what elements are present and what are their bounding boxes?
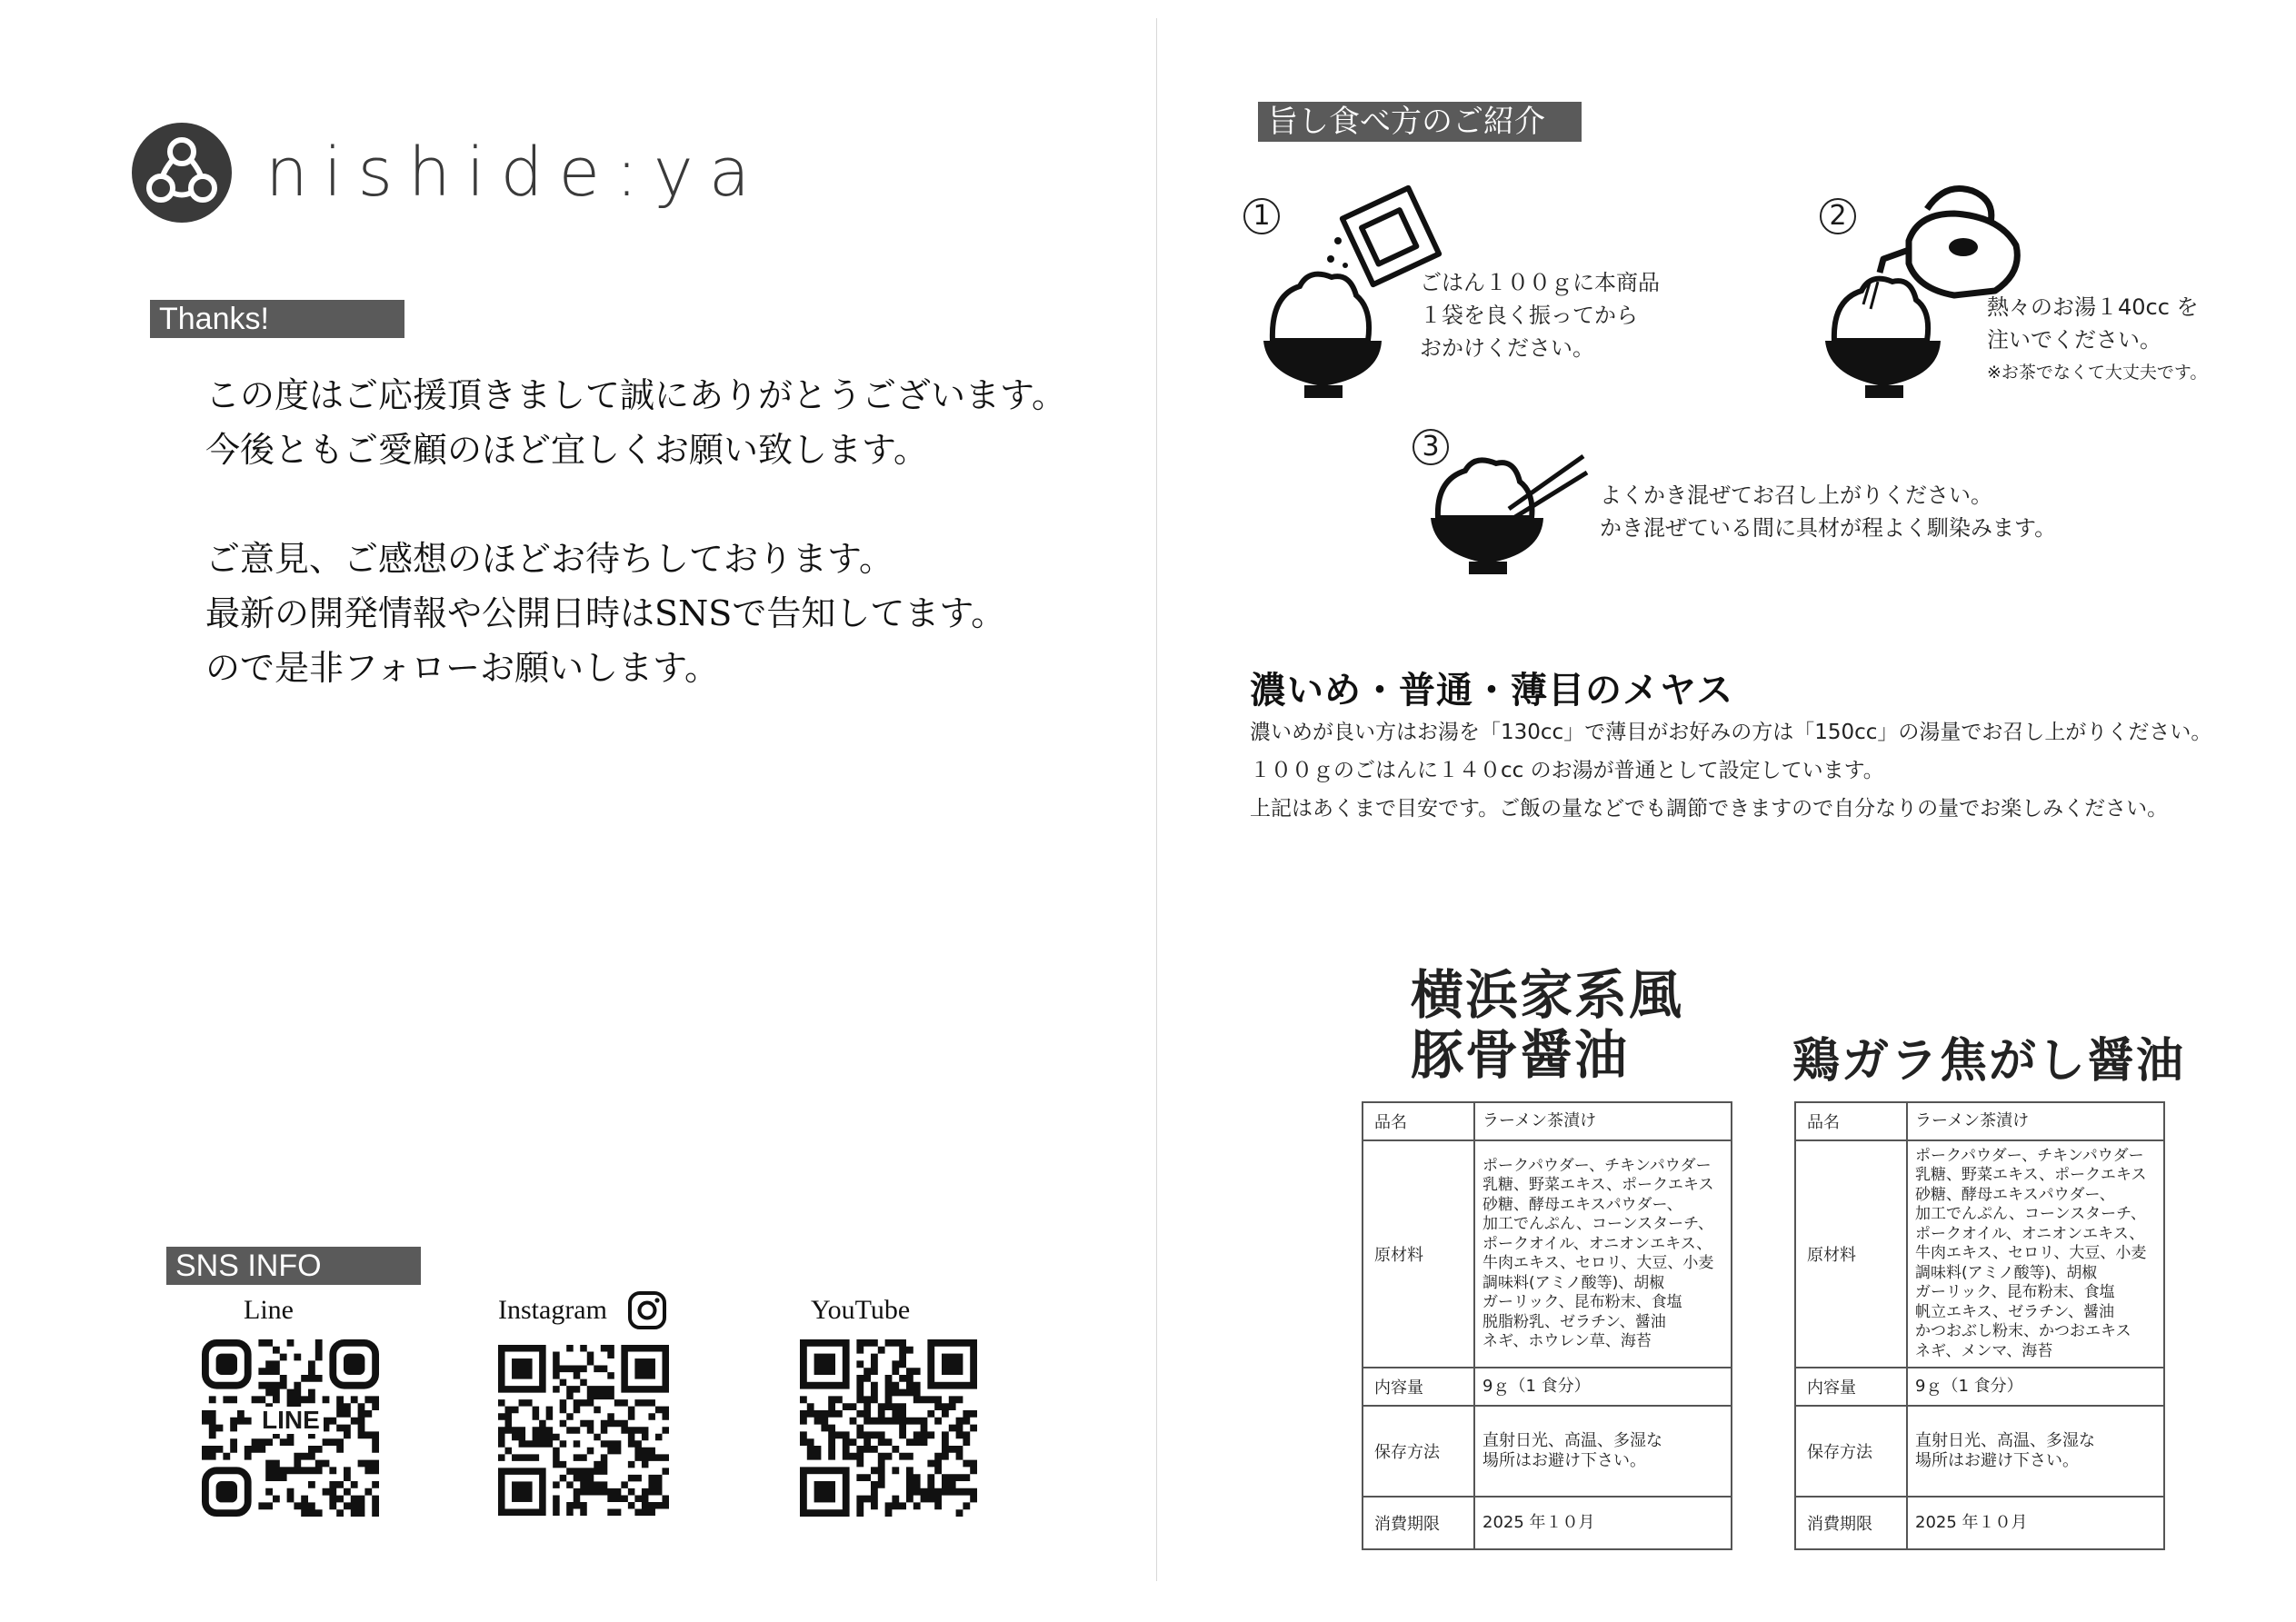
spec-value: ラーメン茶漬け <box>1907 1102 2164 1140</box>
table-row <box>1363 1368 1732 1406</box>
thanks-message <box>205 368 1066 695</box>
spec-value: 直射日光、高温、多湿な 場所はお避け下さい。 <box>1907 1406 2164 1497</box>
spec-value: 2025 年１０月 <box>1474 1497 1732 1549</box>
step-1-text: ごはん１００ｇに本商品 １袋を良く振ってから おかけください。 <box>1420 270 1660 361</box>
brand-logo-icon <box>132 123 232 223</box>
spec-value: ポークパウダー、チキンパウダー 乳糖、野菜エキス、ポークエキス 砂糖、酵母エキスパウダー、 加工でんぷん、コーンスターチ、 ポークオイル、オニオンエキス、 牛肉エキス、セロリ、大豆、小麦 調味料(アミノ酸等)、胡椒 ガーリック、昆布粉末、食塩 脱脂粉乳、ゼラチン、醤油 ネギ、ホウレン草、海苔 <box>1474 1140 1732 1368</box>
spec-value: 2025 年１０月 <box>1907 1497 2164 1549</box>
instagram-icon <box>627 1290 667 1330</box>
page-divider <box>1156 18 1157 1581</box>
spec-value: 直射日光、高温、多湿な 場所はお避け下さい。 <box>1474 1406 1732 1497</box>
table-row <box>1795 1102 2164 1140</box>
thanks-line: この度はご応援頂きまして誠にありがとうございます。 <box>205 375 1066 415</box>
thanks-line: 最新の開発情報や公開日時はSNSで告知してます。 <box>205 593 1006 633</box>
line-label: Line <box>244 1295 294 1325</box>
strength-guide-title: 濃いめ・普通・薄目のメヤス <box>1250 670 1734 711</box>
product-2-title: 鶏ガラ焦がし醤油 <box>1792 1034 2186 1089</box>
spec-key: 内容量 <box>1363 1368 1474 1406</box>
spec-key: 内容量 <box>1795 1368 1907 1406</box>
table-row <box>1363 1102 1732 1140</box>
product-1-title: 横浜家系風 豚骨醤油 <box>1411 964 1684 1086</box>
spec-key: 品名 <box>1795 1102 1907 1140</box>
spec-key: 品名 <box>1363 1102 1474 1140</box>
spec-key: 保存方法 <box>1363 1406 1474 1497</box>
step-1-number: 1 <box>1243 198 1280 234</box>
product-2-spec-table <box>1794 1101 2165 1550</box>
youtube-qr-code[interactable] <box>800 1339 977 1517</box>
thanks-line: ので是非フォローお願いします。 <box>205 648 720 688</box>
instagram-qr-code[interactable] <box>498 1345 669 1516</box>
strength-guide-text: 濃いめが良い方はお湯を「130cc」で薄目がお好みの方は「150cc」の湯量でお召し上がりください。 １００ｇのごはんに１４０cc のお湯が普通として設定しています。 上記はあくまで目安です。ご飯の量などでも調節できますので自分なりの量でお楽しみください。 <box>1250 721 2212 821</box>
intro-tag: 旨し食べ方のご紹介 <box>1258 102 1582 142</box>
table-row <box>1795 1406 2164 1497</box>
spec-key: 保存方法 <box>1795 1406 1907 1497</box>
thanks-tag: Thanks! <box>150 300 404 338</box>
spec-value: ラーメン茶漬け <box>1474 1102 1732 1140</box>
table-row <box>1795 1497 2164 1549</box>
step-3-text: よくかき混ぜてお召し上がりください。 かき混ぜている間に具材が程よく馴染みます。 <box>1600 483 2057 541</box>
thanks-line: 今後ともご愛顧のほど宜しくお願い致します。 <box>205 430 928 470</box>
spec-value: 9ｇ（1 食分） <box>1474 1368 1732 1406</box>
table-row <box>1795 1368 2164 1406</box>
spec-value: 9ｇ（1 食分） <box>1907 1368 2164 1406</box>
sns-info-tag: SNS INFO <box>166 1247 421 1285</box>
step-3-number: 3 <box>1413 429 1449 465</box>
spec-key: 消費期限 <box>1363 1497 1474 1549</box>
step-2-text: 熱々のお湯１40cc を 注いでください。 ※お茶でなくて大丈夫です。 <box>1987 291 2207 389</box>
step-2-note: ※お茶でなくて大丈夫です。 <box>1987 363 2208 383</box>
line-qr-center-label: LINE <box>258 1407 324 1434</box>
thanks-line: ご意見、ご感想のほどお待ちしております。 <box>205 539 893 579</box>
spec-key: 原材料 <box>1363 1140 1474 1368</box>
table-row <box>1363 1406 1732 1497</box>
table-row <box>1363 1497 1732 1549</box>
table-row <box>1795 1140 2164 1368</box>
product-1-spec-table <box>1362 1101 1732 1550</box>
step-2-number: 2 <box>1820 198 1856 234</box>
youtube-label: YouTube <box>811 1295 911 1325</box>
instagram-label: Instagram <box>498 1295 607 1325</box>
spec-value: ポークパウダー、チキンパウダー 乳糖、野菜エキス、ポークエキス 砂糖、酵母エキスパウダー、 加工でんぷん、コーンスターチ、 ポークオイル、オニオンエキス、 牛肉エキス、セロリ、大豆、小麦 調味料(アミノ酸等)、胡椒 ガーリック、昆布粉末、食塩 帆立エキス、ゼラチン、醤油 かつおぶし粉末、かつおエキス ネギ、メンマ、海苔 <box>1907 1140 2164 1368</box>
brand-name: nishide:ya <box>265 134 766 212</box>
rice-bowl-with-chopsticks-icon <box>1427 445 1591 591</box>
spec-key: 原材料 <box>1795 1140 1907 1368</box>
table-row <box>1363 1140 1732 1368</box>
spec-key: 消費期限 <box>1795 1497 1907 1549</box>
